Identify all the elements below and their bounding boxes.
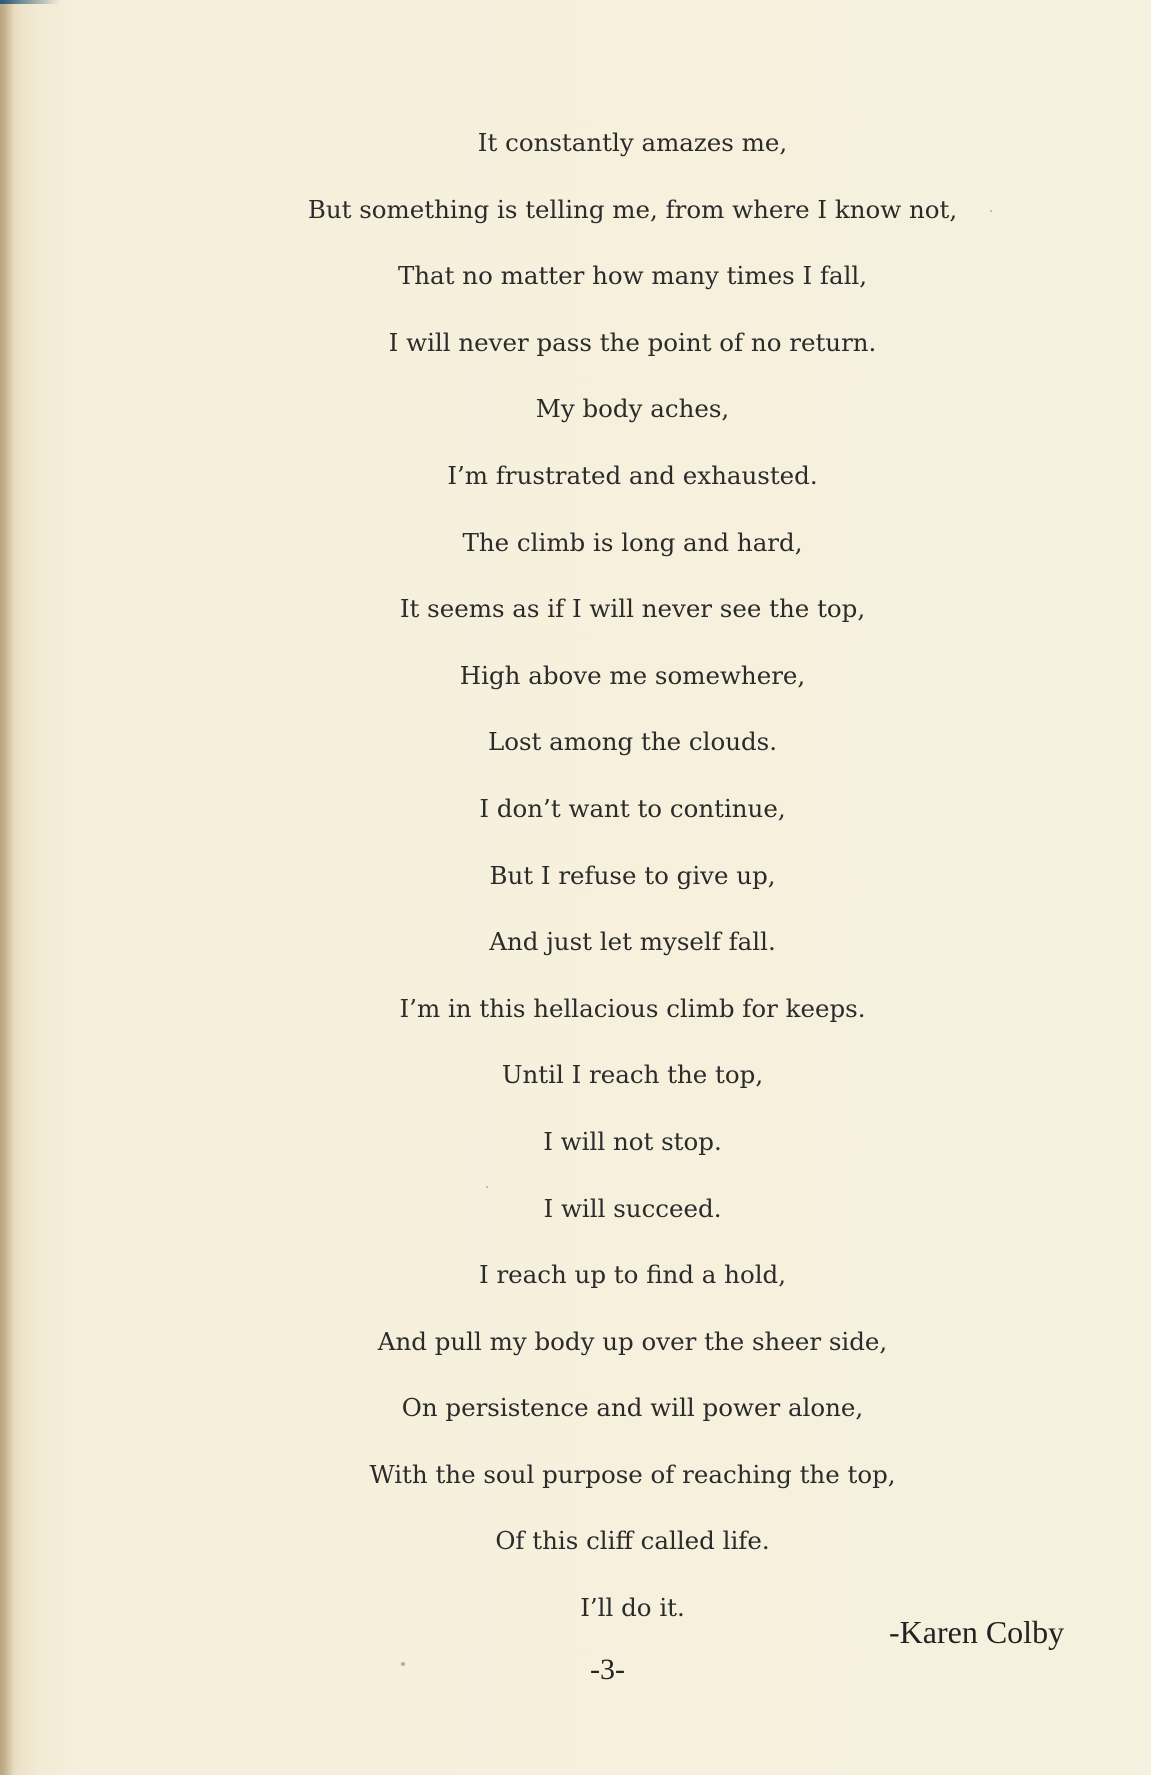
poem-line: That no matter how many times I fall, xyxy=(397,261,868,291)
poem-line: With the soul purpose of reaching the top, xyxy=(369,1459,896,1489)
poem xyxy=(200,122,1065,1654)
poem-line: I will succeed. xyxy=(543,1193,722,1223)
poem-line: And pull my body up over the sheer side, xyxy=(377,1326,888,1356)
page-top-edge xyxy=(0,0,60,4)
poem-line: And just let myself fall. xyxy=(489,927,776,957)
poem-line: I will not stop. xyxy=(543,1126,722,1156)
poem-line: High above me somewhere, xyxy=(459,660,806,690)
poem-line: I’ll do it. xyxy=(580,1593,685,1623)
page-spine-shadow xyxy=(0,0,14,1775)
poem-line: I’m frustrated and exhausted. xyxy=(447,460,818,490)
poem-line: It seems as if I will never see the top, xyxy=(399,594,866,624)
paper-speck xyxy=(990,210,992,212)
poem-line: Until I reach the top, xyxy=(501,1060,764,1090)
paper-speck xyxy=(486,1186,488,1188)
poem-line: I will never pass the point of no return. xyxy=(388,327,877,357)
poem-line: My body aches, xyxy=(535,394,730,424)
poem-line: But something is telling me, from where I know not, xyxy=(307,194,958,224)
poem-line: I don’t want to continue, xyxy=(479,793,786,823)
page-number: -3- xyxy=(590,1653,625,1686)
poem-line: I reach up to find a hold, xyxy=(478,1260,787,1290)
author-signature: -Karen Colby xyxy=(889,1614,1065,1650)
poem-line: But I refuse to give up, xyxy=(489,860,776,890)
poem-line: Of this cliff called life. xyxy=(495,1526,770,1556)
poem-line: The climb is long and hard, xyxy=(462,527,803,557)
paper-speck xyxy=(401,1662,405,1666)
poem-line: I’m in this hellacious climb for keeps. xyxy=(399,993,866,1023)
poem-line: It constantly amazes me, xyxy=(477,128,788,157)
poem-line: On persistence and will power alone, xyxy=(401,1393,864,1423)
poem-line: Lost among the clouds. xyxy=(487,727,778,757)
